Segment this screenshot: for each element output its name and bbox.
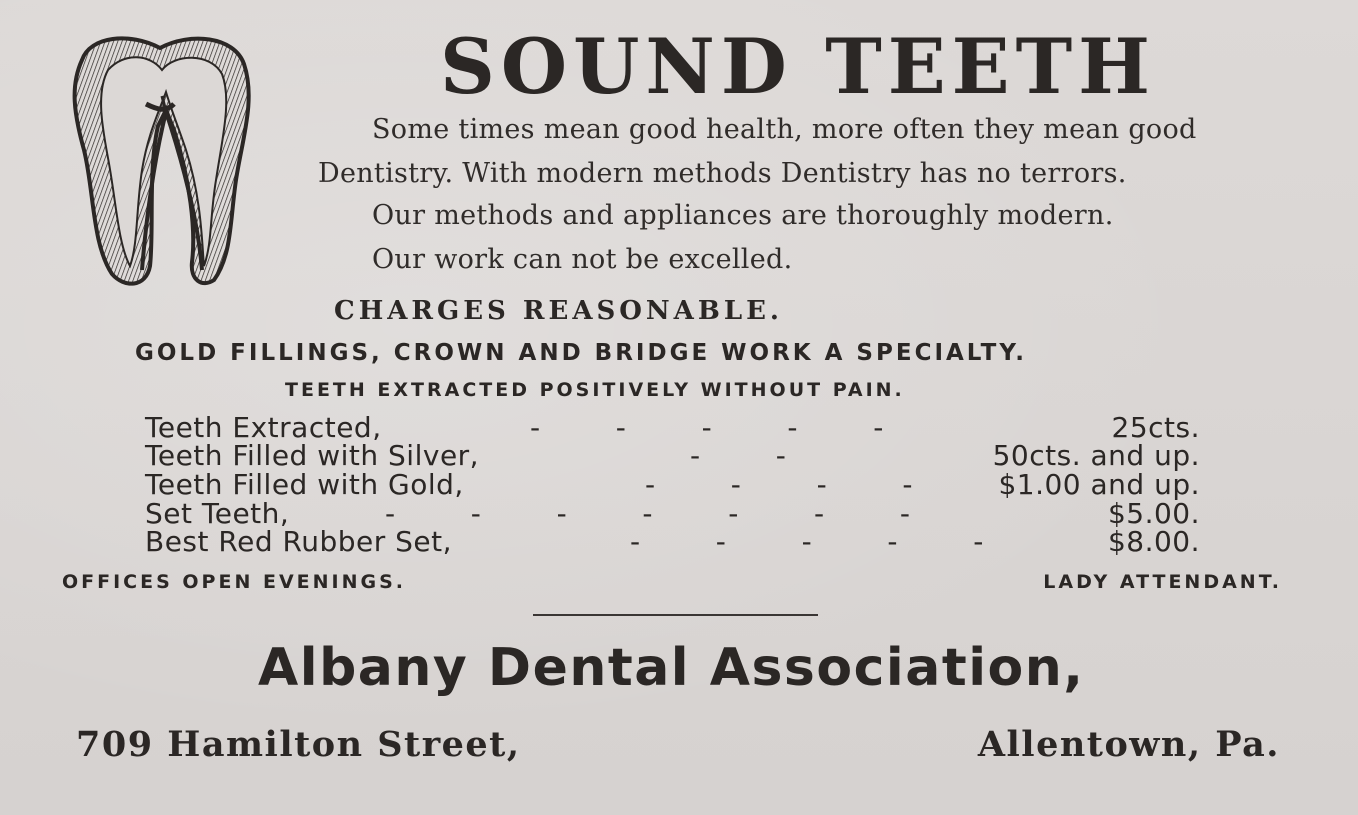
price-item: Set Teeth, (145, 497, 290, 530)
price-leader: - - (690, 439, 787, 472)
price-leader: - - - - (645, 468, 914, 501)
price-row (145, 527, 1200, 557)
offices-open-note: OFFICES OPEN EVENINGS. (62, 571, 407, 593)
price-cost: 50cts. and up. (992, 439, 1200, 472)
price-row (145, 470, 1200, 500)
specialty-line: GOLD FILLINGS, CROWN AND BRIDGE WORK A SPECIALTY. (135, 340, 1027, 366)
price-item: Teeth Filled with Gold, (145, 468, 464, 501)
price-leader: - - - - - (630, 525, 984, 558)
tooth-icon (62, 30, 258, 286)
price-item: Teeth Extracted, (145, 411, 382, 444)
headline: SOUND TEETH (440, 22, 1156, 111)
price-cost: 25cts. (1111, 411, 1200, 444)
lady-attendant-note: LADY ATTENDANT. (1043, 571, 1282, 593)
painless-line: TEETH EXTRACTED POSITIVELY WITHOUT PAIN. (285, 379, 905, 401)
price-row (145, 441, 1200, 471)
association-name: Albany Dental Association, (258, 638, 1085, 698)
charges-heading: CHARGES REASONABLE. (334, 296, 783, 326)
city-address: Allentown, Pa. (977, 724, 1280, 765)
price-cost: $1.00 and up. (998, 468, 1200, 501)
intro-line: Our work can not be excelled. (372, 244, 793, 275)
price-cost: $5.00. (1107, 497, 1200, 530)
intro-line: Our methods and appliances are thoroughly modern. (372, 200, 1114, 231)
price-cost: $8.00. (1107, 525, 1200, 558)
price-leader: - - - - - - - (385, 497, 911, 530)
intro-line: Dentistry. With modern methods Dentistry has no terrors. (318, 158, 1127, 189)
price-leader: - - - - - (530, 411, 884, 444)
street-address: 709 Hamilton Street, (76, 724, 521, 765)
intro-line: Some times mean good health, more often they mean good (372, 114, 1197, 145)
price-item: Teeth Filled with Silver, (145, 439, 480, 472)
price-item: Best Red Rubber Set, (145, 525, 453, 558)
divider (533, 614, 818, 616)
